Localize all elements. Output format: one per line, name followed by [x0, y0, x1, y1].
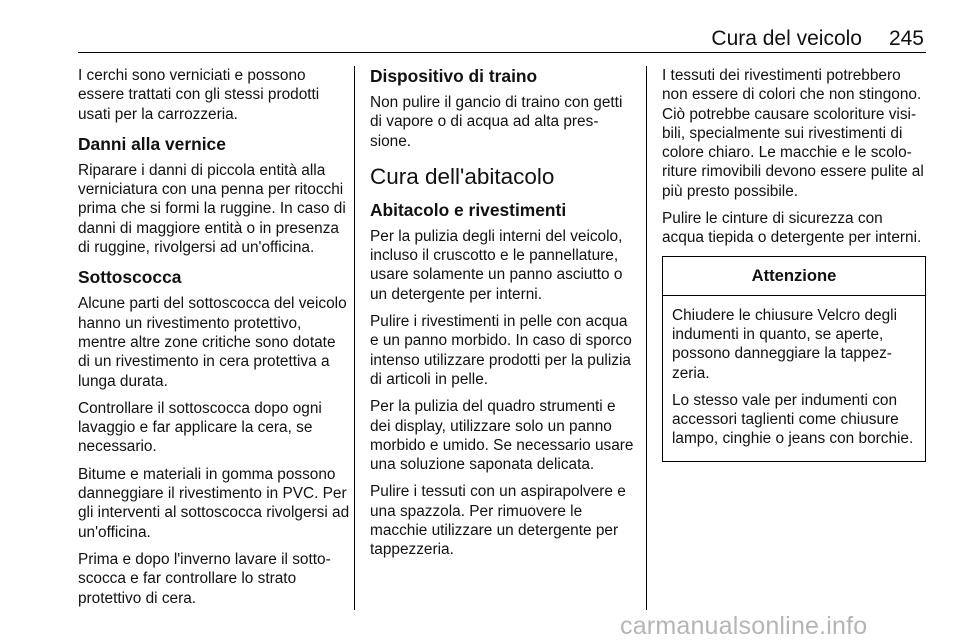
paragraph: Alcune parti del sottoscocca del veicolo hanno un rivestimento protettivo, mentre altre zone critiche sono dotate di un rivestimento in cera protettiva a lunga durata.: [78, 295, 347, 390]
column-1: [78, 66, 350, 616]
paragraph: Pulire i tessuti con un aspirapolvere e una spazzola. Per rimuovere le macchie utilizzare un detergente per tappezzeria.: [370, 483, 626, 559]
paragraph: Pulire le cinture di sicurezza con acqua tiepida o detergente per interni.: [662, 210, 922, 247]
section-title: Cura del veicolo: [711, 27, 862, 50]
column-divider-1: [354, 66, 355, 610]
warning-paragraph: Lo stesso vale per indumenti con accessori taglienti come chiusure lampo, cinghie o jeans con borchie.: [672, 391, 914, 448]
paragraph: Per la pulizia del quadro strumenti e dei display, utilizzare solo un panno morbido e umido. Se necessario usare una soluzione saponata delicata.: [370, 398, 634, 474]
heading-abitacolo-rivestimenti: Abitacolo e rivestimenti: [370, 199, 567, 220]
warning-paragraph: Chiudere le chiusure Velcro degli indumenti in quanto, se aperte, possono danneggiare la tappezzeria.: [672, 306, 898, 382]
paragraph: Pulire i rivestimenti in pelle con acqua e un panno morbido. In caso di sporco intenso utilizzare prodotti per la pulizia di articoli in pelle.: [370, 313, 632, 388]
paragraph: Per la pulizia degli interni del veicolo, incluso il cruscotto e le pannellature, usare solamente un panno asciutto o un detergente per interni.: [370, 227, 623, 303]
heading-cura-abitacolo: Cura dell'abitacolo: [370, 163, 555, 189]
warning-body: [663, 296, 925, 461]
column-2: [370, 66, 634, 568]
page-header: [78, 26, 926, 53]
watermark: carmanualsonline.info: [620, 612, 868, 640]
heading-dispositivo-traino: Dispositivo di traino: [370, 66, 538, 86]
paragraph: Controllare il sottoscocca dopo ogni lavaggio e far applicare la cera, se necessario.: [78, 399, 322, 456]
paragraph: Riparare i danni di piccola entità alla verniciatura con una penna per ritocchi prima che si formi la ruggine. In caso di danni di maggiore entità o in presenza di ruggine, rivolgersi ad un'officina.: [78, 161, 346, 257]
warning-box: [662, 256, 926, 462]
heading-danni-vernice: Danni alla vernice: [78, 133, 226, 154]
paragraph: I cerchi sono verniciati e possono essere trattati con gli stessi prodotti usati per la carrozzeria.: [78, 67, 320, 123]
column-3: [662, 66, 926, 462]
paragraph: Prima e dopo l'inverno lavare il sottoscocca e far controllare lo strato protettivo di cera.: [78, 550, 331, 607]
paragraph: Non pulire il gancio di traino con getti di vapore o di acqua ad alta pressione.: [370, 94, 623, 150]
paragraph: I tessuti dei rivestimenti potrebbero non essere di colori che non stingono. Ciò potrebbe causare scoloriture visibili, specialmente sui rivestimenti di colore chiaro. Le macchie e le scoloriture rimovibili devono essere pulite al più presto possibile.: [662, 67, 924, 200]
warning-title: Attenzione: [663, 257, 925, 296]
page-number: 245: [888, 27, 924, 50]
paragraph: Bitume e materiali in gomma possono danneggiare il rivestimento in PVC. Per gli interventi al sottoscocca rivolgersi ad un'officina.: [78, 465, 350, 541]
column-divider-2: [646, 66, 647, 610]
heading-sottoscocca: Sottoscocca: [78, 267, 182, 288]
